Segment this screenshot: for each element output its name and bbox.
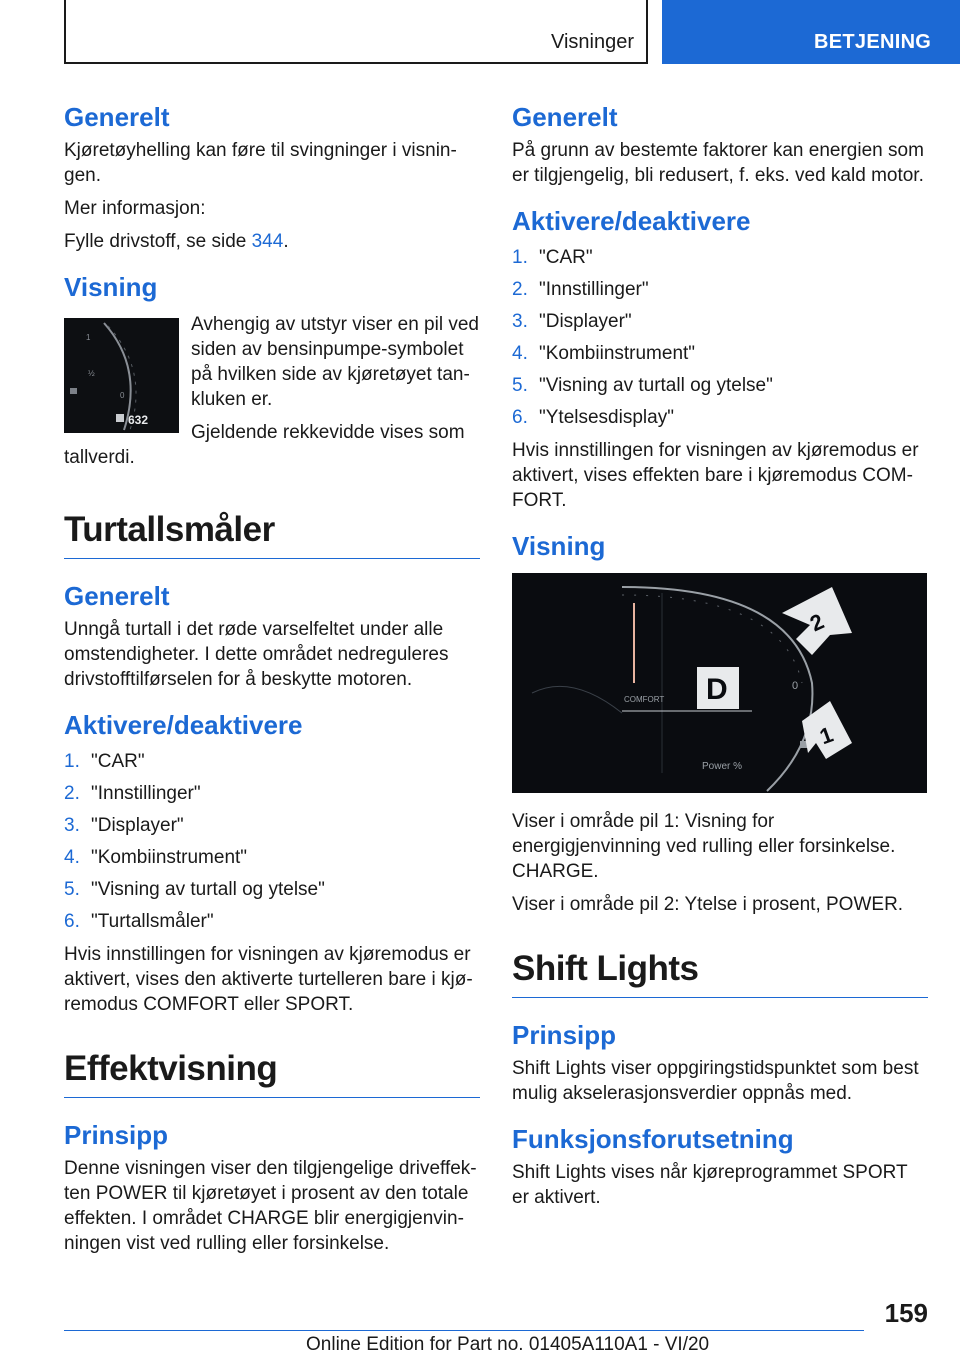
section-turtall-aktivere [64, 708, 480, 1017]
header-section-title: Visninger [550, 31, 634, 53]
heading-generelt: Generelt [512, 102, 618, 132]
edition-note: Online Edition for Part no. 01405A110A1 - VI/20 [306, 1334, 710, 1355]
power-gauge-image [512, 573, 927, 793]
right-column [512, 100, 928, 1226]
section-effekt-prinsipp [64, 1118, 480, 1256]
heading-effektvisning: Effektvisning [64, 1049, 278, 1088]
paragraph: Kjøretøyhelling kan føre til svingninger i visnin-gen. [64, 140, 457, 186]
paragraph: Hvis innstillingen for visningen av kjøremodus er aktivert, vises den aktiverte turtelleren bare i kjø-remodus COMFORT eller SPORT. [64, 944, 473, 1015]
heading-funksjonsforutsetning: Funksjonsforutsetning [512, 1124, 794, 1154]
heading-generelt: Generelt [64, 102, 170, 132]
heading-shift-lights: Shift Lights [512, 949, 699, 988]
zero-mark: 0 [792, 680, 799, 692]
heading-prinsipp: Prinsipp [512, 1020, 617, 1050]
list-item: 4. "Kombiinstrument" [512, 343, 696, 364]
heading-visning: Visning [64, 272, 158, 302]
page-number: 159 [884, 1298, 928, 1328]
paragraph: Denne visningen viser den tilgjengelige driveffek-ten POWER til kjøretøyet i prosent av den totale effekten. I området CHARGE blir energigjenvin-ningen vist ved rulling eller forsinkelse. [64, 1158, 477, 1254]
list-item: 5. "Visning av turtall og ytelse" [512, 375, 773, 396]
paragraph: Mer informasjon: [64, 198, 206, 219]
chapter-effekt [64, 1047, 480, 1098]
heading-aktivere: Aktivere/deaktivere [512, 206, 751, 236]
paragraph: Gjeldende rekkevidde vises som tallverdi. [64, 422, 465, 468]
paragraph: Viser i område pil 1: Visning for energigjenvinning ved rulling eller forsinkelse. CHARGE. [512, 811, 896, 882]
steps-list [64, 746, 480, 938]
range-value: 632 [128, 413, 149, 427]
list-item: 1. "CAR" [512, 247, 593, 268]
chapter-shift-lights [512, 947, 928, 998]
list-item: 5. "Visning av turtall og ytelse" [64, 879, 325, 900]
svg-text:1: 1 [86, 333, 91, 342]
list-item: 3. "Displayer" [64, 815, 184, 836]
paragraph: På grunn av bestemte faktorer kan energien som er tilgjengelig, bli redusert, f. eks. ved kald motor. [512, 140, 924, 186]
paragraph: Hvis innstillingen for visningen av kjøremodus er aktivert, vises effekten bare i kjøremodus COM-FORT. [512, 440, 919, 511]
section-shift-prinsipp [512, 1018, 928, 1106]
heading-aktivere: Aktivere/deaktivere [64, 710, 303, 740]
paragraph: Viser i område pil 2: Ytelse i prosent, POWER. [512, 894, 904, 915]
footer-rule [64, 1330, 864, 1331]
list-item: 2. "Innstillinger" [512, 279, 649, 300]
power-label: Power % [702, 761, 743, 772]
svg-text:2: 2 [806, 608, 828, 637]
mode-label: COMFORT [624, 695, 665, 704]
section-turtall-generelt [64, 579, 480, 692]
paragraph: Shift Lights viser oppgiringstidspunktet som best mulig akselerasjonsverdier oppnås med. [512, 1058, 919, 1104]
paragraph: Avhengig av utstyr viser en pil ved siden av bensinpumpe-symbolet på hvilken side av kjøretøyet tan-kluken er. [191, 314, 479, 410]
svg-text:½: ½ [88, 369, 95, 378]
chapter-turtall [64, 508, 480, 559]
list-item: 6. "Ytelsesdisplay" [512, 407, 674, 428]
heading-turtallsmaler: Turtallsmåler [64, 510, 275, 549]
svg-text:1: 1 [816, 721, 837, 750]
svg-text:0: 0 [120, 391, 125, 400]
header-chapter-label: BETJENING [814, 31, 932, 53]
section-aktivere-2 [512, 204, 928, 513]
list-item: 1. "CAR" [64, 751, 145, 772]
section-visning [64, 270, 480, 478]
section-generelt [64, 100, 480, 254]
fuel-gauge-image [64, 318, 179, 433]
heading-generelt: Generelt [64, 581, 170, 611]
section-funksjonsforutsetning [512, 1122, 928, 1210]
list-item: 3. "Displayer" [512, 311, 632, 332]
list-item: 4. "Kombiinstrument" [64, 847, 248, 868]
heading-prinsipp: Prinsipp [64, 1120, 169, 1150]
list-item: 6. "Turtallsmåler" [64, 911, 214, 932]
section-visning-2 [512, 529, 928, 917]
heading-visning: Visning [512, 531, 606, 561]
paragraph: Shift Lights vises når kjøreprogrammet SPORT er aktivert. [512, 1162, 908, 1208]
paragraph: Fylle drivstoff, se side 344. [64, 231, 289, 252]
paragraph: Unngå turtall i det røde varselfeltet under alle omstendigheter. I dette området nedreguleres drivstofftilførselen for å beskytte motoren. [64, 619, 449, 690]
gear-indicator: D [706, 673, 728, 706]
left-column [64, 100, 480, 1272]
section-generelt-2 [512, 100, 928, 188]
list-item: 2. "Innstillinger" [64, 783, 201, 804]
page-link[interactable]: 344 [251, 231, 284, 252]
steps-list [512, 242, 928, 434]
